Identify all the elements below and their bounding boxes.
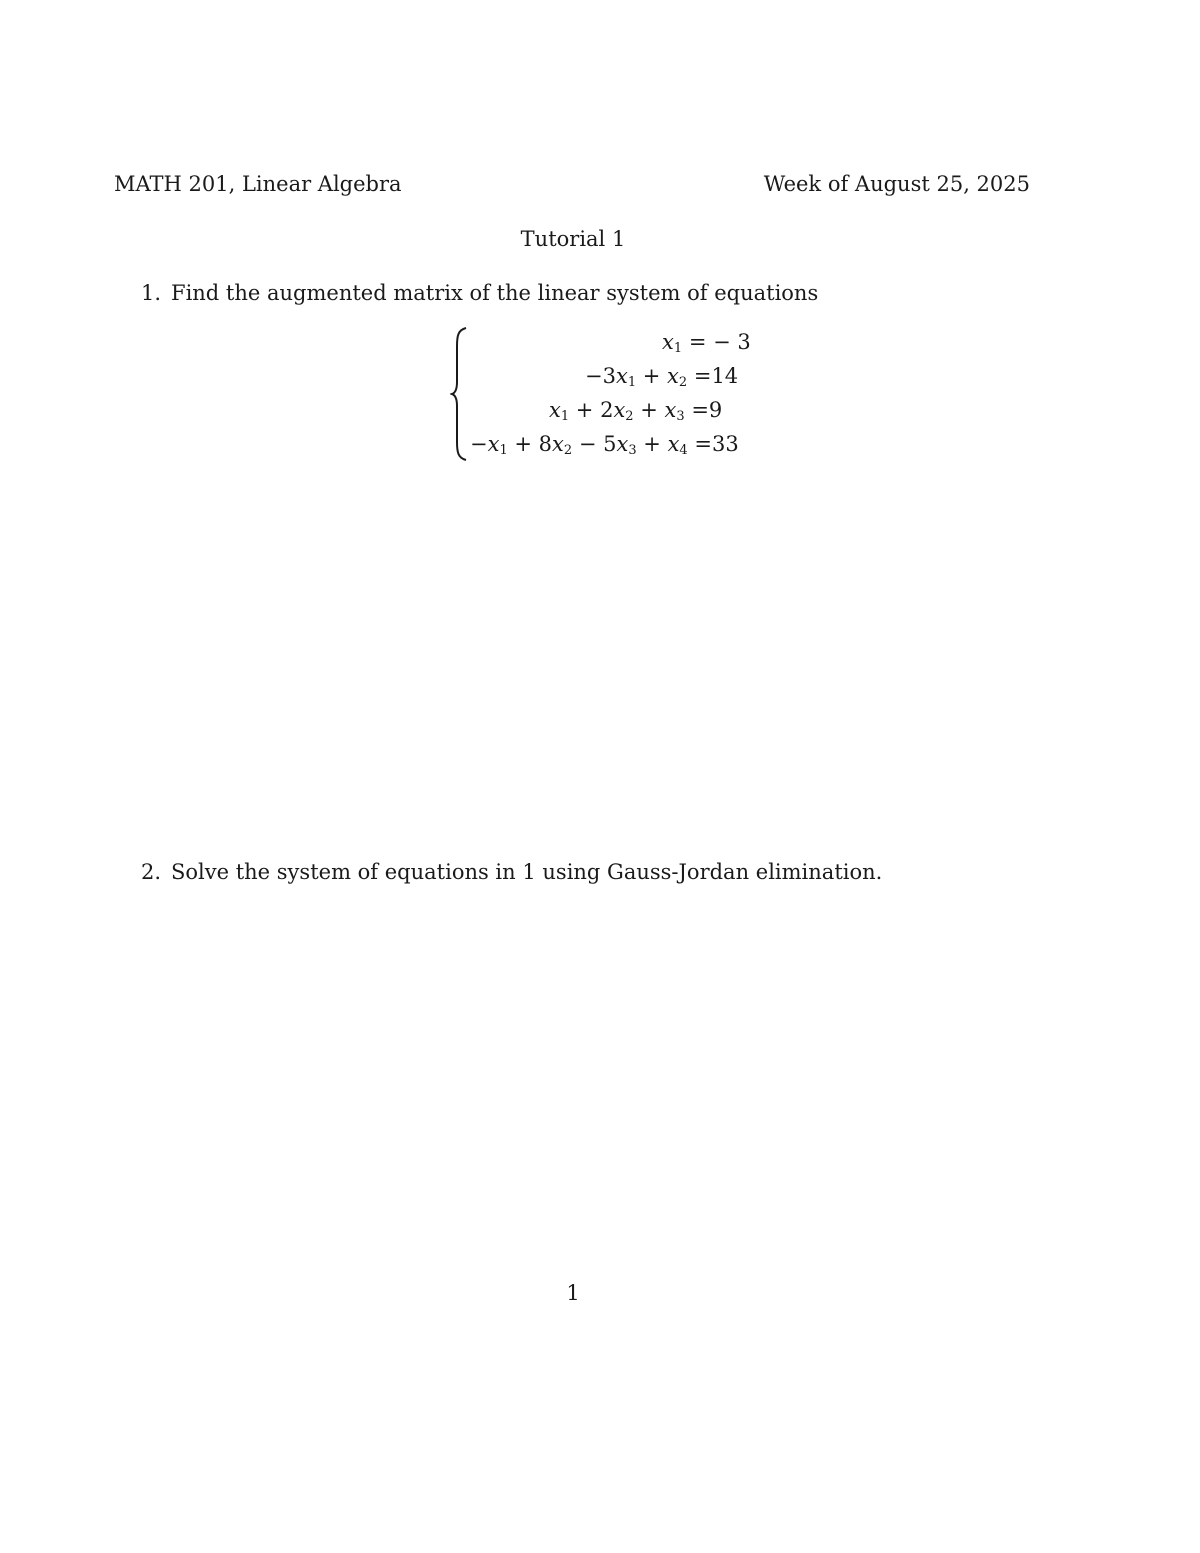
problem-2-number: 2. — [141, 860, 162, 884]
equation-4: $-x_1 + 8x_2 - 5x_3 + x_4 =33$ — [470, 432, 739, 458]
problem-1 — [141, 281, 818, 305]
problem-2-text: Solve the system of equations in 1 using Gauss-Jordan elimination. — [171, 860, 883, 884]
page-number: 1 — [566, 1281, 580, 1305]
problem-2 — [141, 860, 882, 884]
page-title: Tutorial 1 — [520, 227, 626, 251]
equation-system — [450, 326, 770, 462]
problem-1-text: Find the augmented matrix of the linear system of equations — [171, 281, 819, 305]
left-brace-icon — [450, 326, 470, 462]
course-title: MATH 201, Linear Algebra — [114, 172, 402, 196]
equation-2: $-3x_1 + x_2 =14$ — [585, 364, 739, 390]
problem-1-number: 1. — [141, 281, 162, 305]
week-date: Week of August 25, 2025 — [763, 172, 1030, 196]
equation-3: $x_1 + 2x_2 + x_3 =9$ — [549, 398, 723, 424]
equation-1: $x_1$ = − 3 — [662, 330, 751, 356]
